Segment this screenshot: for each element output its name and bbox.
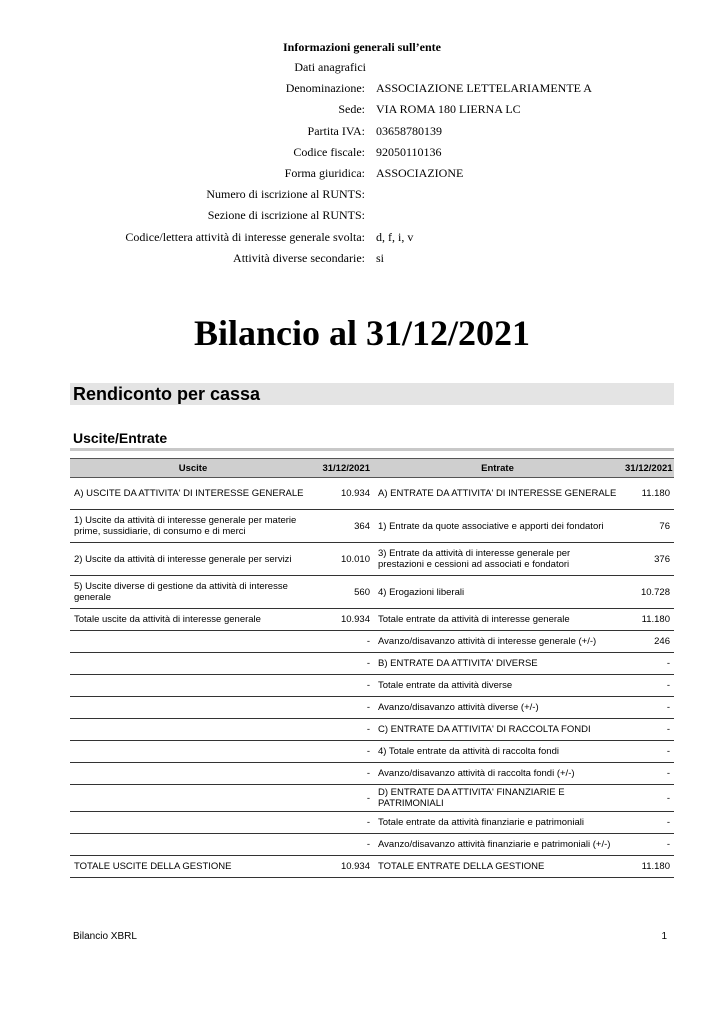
- uscite-value: -: [316, 812, 374, 834]
- entrate-value: -: [621, 785, 674, 812]
- info-title: Informazioni generali sull’ente: [283, 40, 441, 54]
- page-number: 1: [661, 931, 667, 942]
- entrate-cell: B) ENTRATE DA ATTIVITA' DIVERSE: [374, 653, 621, 675]
- uscite-cell: 2) Uscite da attività di interesse generale per servizi: [70, 543, 316, 576]
- entrate-cell: 1) Entrate da quote associative e apporti dei fondatori: [374, 510, 621, 543]
- table-row: [70, 675, 674, 697]
- table-row: [70, 510, 674, 543]
- entrate-value: 11.180: [621, 478, 674, 510]
- entrate-cell: A) ENTRATE DA ATTIVITA' DI INTERESSE GENERALE: [374, 478, 621, 510]
- uscite-cell: 1) Uscite da attività di interesse generale per materie prime, sussidiarie, di consumo e di merci: [70, 510, 316, 543]
- info-row: [0, 230, 724, 251]
- info-value: si: [376, 250, 385, 265]
- entrate-cell: 4) Totale entrate da attività di raccolta fondi: [374, 741, 621, 763]
- uscite-cell: A) USCITE DA ATTIVITA' DI INTERESSE GENERALE: [70, 478, 316, 510]
- info-value: ASSOCIAZIONE LETTELARIAMENTE A: [376, 81, 592, 96]
- info-value: d, f, i, v: [376, 229, 414, 244]
- info-row: [0, 145, 724, 166]
- table-row: [70, 785, 674, 812]
- rendiconto-table: [70, 458, 674, 878]
- entrate-value: 10.728: [621, 576, 674, 609]
- table-body: [70, 478, 674, 878]
- table-row: [70, 834, 674, 856]
- entrate-cell: Avanzo/disavanzo attività finanziarie e patrimoniali (+/-): [374, 834, 621, 856]
- entrate-value: 76: [621, 510, 674, 543]
- entrate-value: -: [621, 812, 674, 834]
- info-row: [0, 81, 724, 102]
- uscite-value: -: [316, 697, 374, 719]
- entrate-value: 11.180: [621, 609, 674, 631]
- uscite-cell: [70, 763, 316, 785]
- info-label: Attività diverse secondarie:: [233, 250, 365, 265]
- sub-title: Uscite/Entrate: [73, 430, 168, 446]
- uscite-cell: [70, 812, 316, 834]
- info-row: [0, 124, 724, 145]
- entrate-value: -: [621, 653, 674, 675]
- table-row: [70, 543, 674, 576]
- info-row: [0, 187, 724, 208]
- table-row: [70, 631, 674, 653]
- uscite-cell: TOTALE USCITE DELLA GESTIONE: [70, 856, 316, 878]
- info-value: ASSOCIAZIONE: [376, 165, 464, 180]
- uscite-value: 10.934: [316, 609, 374, 631]
- info-label: Codice fiscale:: [293, 144, 365, 159]
- info-value: 03658780139: [376, 123, 442, 138]
- table-row: [70, 812, 674, 834]
- table-row: [70, 653, 674, 675]
- info-label: Denominazione:: [285, 81, 365, 96]
- info-row: [0, 208, 724, 229]
- uscite-value: -: [316, 763, 374, 785]
- entrate-value: 11.180: [621, 856, 674, 878]
- entrate-value: -: [621, 675, 674, 697]
- sub-title-divider: [70, 448, 674, 451]
- uscite-value: 10.934: [316, 478, 374, 510]
- table-row: [70, 609, 674, 631]
- table-row: [70, 856, 674, 878]
- table-row: [70, 576, 674, 609]
- section-title: Rendiconto per cassa: [73, 384, 261, 404]
- entrate-cell: C) ENTRATE DA ATTIVITA' DI RACCOLTA FONDI: [374, 719, 621, 741]
- info-label: Forma giuridica:: [284, 165, 365, 180]
- table-row: [70, 763, 674, 785]
- table-row: [70, 741, 674, 763]
- header-entrate: Entrate: [374, 459, 621, 478]
- header-date-uscite: 31/12/2021: [316, 459, 374, 478]
- info-label: Codice/lettera attività di interesse generale svolta:: [125, 229, 365, 244]
- uscite-value: -: [316, 741, 374, 763]
- info-row: [0, 166, 724, 187]
- info-label: Partita IVA:: [307, 123, 365, 138]
- page-title: Bilancio al 31/12/2021: [193, 313, 531, 353]
- table-header-row: [70, 459, 674, 478]
- info-row: [0, 251, 724, 272]
- entrate-cell: 4) Erogazioni liberali: [374, 576, 621, 609]
- entrate-value: 376: [621, 543, 674, 576]
- info-value: VIA ROMA 180 LIERNA LC: [376, 102, 521, 117]
- uscite-cell: [70, 631, 316, 653]
- entrate-value: -: [621, 697, 674, 719]
- uscite-cell: [70, 719, 316, 741]
- uscite-cell: [70, 697, 316, 719]
- uscite-cell: [70, 785, 316, 812]
- uscite-value: 10.010: [316, 543, 374, 576]
- uscite-cell: [70, 834, 316, 856]
- uscite-value: -: [316, 785, 374, 812]
- uscite-cell: [70, 653, 316, 675]
- header-date-entrate: 31/12/2021: [621, 459, 674, 478]
- entrate-value: -: [621, 719, 674, 741]
- entrate-cell: 3) Entrate da attività di interesse generale per prestazioni e cessioni ad associati e fondatori: [374, 543, 621, 576]
- entrate-cell: Avanzo/disavanzo attività di interesse generale (+/-): [374, 631, 621, 653]
- uscite-value: -: [316, 834, 374, 856]
- uscite-value: 560: [316, 576, 374, 609]
- info-label: Numero di iscrizione al RUNTS:: [206, 187, 365, 202]
- uscite-value: 364: [316, 510, 374, 543]
- entrate-cell: D) ENTRATE DA ATTIVITA' FINANZIARIE E PATRIMONIALI: [374, 785, 621, 812]
- uscite-cell: [70, 741, 316, 763]
- entrate-cell: Avanzo/disavanzo attività diverse (+/-): [374, 697, 621, 719]
- info-subtitle-row: [0, 60, 724, 81]
- uscite-value: -: [316, 675, 374, 697]
- uscite-cell: Totale uscite da attività di interesse generale: [70, 609, 316, 631]
- uscite-value: -: [316, 719, 374, 741]
- info-row: [0, 102, 724, 123]
- table-row: [70, 697, 674, 719]
- uscite-cell: 5) Uscite diverse di gestione da attività di interesse generale: [70, 576, 316, 609]
- uscite-value: 10.934: [316, 856, 374, 878]
- footer-label: Bilancio XBRL: [73, 931, 137, 942]
- uscite-cell: [70, 675, 316, 697]
- table-row: [70, 478, 674, 510]
- uscite-value: -: [316, 653, 374, 675]
- info-value: 92050110136: [376, 144, 442, 159]
- uscite-value: -: [316, 631, 374, 653]
- entrate-cell: Totale entrate da attività finanziarie e patrimoniali: [374, 812, 621, 834]
- entrate-value: -: [621, 834, 674, 856]
- entrate-cell: TOTALE ENTRATE DELLA GESTIONE: [374, 856, 621, 878]
- entrate-cell: Totale entrate da attività di interesse generale: [374, 609, 621, 631]
- table-row: [70, 719, 674, 741]
- header-uscite: Uscite: [70, 459, 316, 478]
- info-label: Sezione di iscrizione al RUNTS:: [207, 208, 365, 223]
- entrate-value: -: [621, 741, 674, 763]
- entrate-value: -: [621, 763, 674, 785]
- entrate-value: 246: [621, 631, 674, 653]
- entrate-cell: Avanzo/disavanzo attività di raccolta fondi (+/-): [374, 763, 621, 785]
- entrate-cell: Totale entrate da attività diverse: [374, 675, 621, 697]
- info-grid: [0, 60, 724, 272]
- info-subtitle: Dati anagrafici: [294, 60, 366, 74]
- info-label: Sede:: [338, 102, 365, 117]
